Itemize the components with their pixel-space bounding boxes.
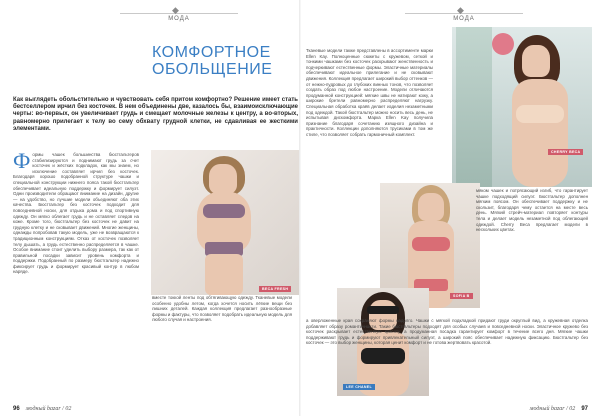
text-column-2: вместе токкой ленты под обтягивающую одежду. Тканевые модели особенно удобны летом, когда хочется носить лёгкие вещи без лишних деталей. Каждая коллекция предлагает разнообразные формы и фактуры, что позволяет подобрать идеальную модель для любого случая и настроения. <box>152 295 292 323</box>
footer-right <box>530 406 588 412</box>
text-column-3: Тканевые модели также представлены в ассортименте марки Ellen Kay. Полноценные сюжеты с кружевом, сеткой и тонкими чашками без косточек раскрывают женственность и подчеркивают естественные формы. Эластичные материалы обеспечивают идеальное прилегание и не сковывают движения. Коллекция предлагает широкий выбор оттенков — от нежно-пудровых до глубоких винных тонов, что позволяет создать образ под любое настроение. Модели отличаются продуманной конструкцией: мягкие швы не натирают кожу, а широкие бретели равномерно распределяют нагрузку. Специальная обработка краёв делает изделия незаметными под одеждой. Такой бюстгальтер можно носить весь день, не испытывая дискомфорта. Марка Ellen Kay получила признание благодаря сочетанию изящного дизайна и практичности. Коллекции дополняются трусиками в том же стиле, что позволяет собрать гармоничный комплект. <box>306 48 433 137</box>
backdrop-plant <box>456 27 492 187</box>
title-line-2: ОБОЛЬЩЕНИЕ <box>152 61 273 78</box>
title-line-1: КОМФОРТНОЕ <box>152 44 271 61</box>
flower-shape <box>492 33 514 55</box>
face-shape <box>418 193 444 221</box>
photo-tag: CHERRY BECA <box>548 149 583 155</box>
footer-left <box>13 406 71 412</box>
photo-model-1 <box>151 150 299 295</box>
rubric-line <box>405 13 523 14</box>
column-text: ормы чашек большинства бюстгальтеров стабилизируются и поднимают грудь за счет косточек и жёстких подкладок, как мы знаем, но исключение составляет ирчил без косточек. Благодаря хорошо подобранной структуре чашки и специальной конструкции нижнего пояса такой бюстгальтер обеспечивает идеальную поддержку и формирует силуэт. Одни производители обращают внимание на дизайн, другие — на удобство, но лучшие модели объединяют оба этих качества. Бюстгальтер без косточек подходит для повседневной носки, для отдыха дома и под спортивную одежду. Он мягко облегает грудь и не оставляет следов на коже. Кроме того, бюстгальтер без косточек не давит на грудную клетку и не сковывает движений. Многие женщины, однажды попробовав такую модель, уже не возвращаются к традиционным конструкциям. Отказ от косточек позволяет телу дышать, а грудь естественно распределяется в чашке. Особое внимание стоит уделить выбору размера, так как от правильной посадки зависит уровень комфорта и поддержки. Подобранный по размеру бюстгальтер надежно фиксирует грудь и формирует красивый контур в любом наряде. <box>13 152 139 275</box>
rubric-label: МОДА <box>120 16 238 22</box>
page-number-right: 97 <box>581 406 588 412</box>
bra-shape <box>412 237 450 251</box>
rubric-right <box>405 3 523 25</box>
bra-shape <box>516 105 564 123</box>
article-title <box>152 44 302 78</box>
rubric-left <box>120 3 238 25</box>
bra-shape <box>203 204 245 218</box>
dropcap: Ф <box>13 152 31 173</box>
legs-shape <box>205 254 243 295</box>
torso-shape <box>512 79 568 187</box>
page-number-left: 96 <box>13 406 20 412</box>
rubric-line <box>120 13 238 14</box>
diamond-icon: ◆ <box>457 5 464 15</box>
article-lead: Как выглядеть обольстительно и чувствовать себя притом комфортно? Решение имеет стать бестселлером ирчил без косточек. В нем объединены две, казалось бы, взаимоисключающие черты: во-первых, он увеличивает грудь и смещает молочные железы к центру, а во-вторых, равномерно прилегает к телу во сему обхвату грудной клетки, не сдавливая ее жесткими элементами. <box>13 97 298 132</box>
photo-tag: SOFIA B <box>450 293 473 299</box>
photo-tag: LEE CHANEL <box>343 384 375 390</box>
photo-tag: BECA FRESH <box>259 286 291 292</box>
mask-shape <box>367 306 399 314</box>
face-shape <box>209 164 237 194</box>
diamond-icon: ◆ <box>172 5 179 15</box>
rubric-label: МОДА <box>405 16 523 22</box>
footer-magazine-left: модный bazar / 02 <box>25 406 72 412</box>
photo-model-2 <box>452 27 592 187</box>
text-column-5: а оверложенные края сохраняют формы надолго. Чашки с мягкой подкладкой придают груди округлый вид, а кружевная отделка добавляет образу романтичности. Такие бюстгальтеры подходят для особых случаев и повседневной носки. Эластичное кружево без косточек раскрывает естественную красоту, а продуманная посадка гарантирует комфорт в течение всего дня. Мягкие чашки поддерживают грудь и формируют привлекательный силуэт, а широкий пояс обеспечивает надежную фиксацию. Бюстгальтер без косточек — это выбор женщины, которая ценит комфорт и не готова жертвовать красотой. <box>306 318 588 346</box>
face-shape <box>522 45 550 77</box>
footer-magazine-right: модный bazar / 02 <box>529 406 576 412</box>
text-column-4: мяком чашек и потрясающий изгиб, что гарантирует чашке подходящий силуэт. Бюстгальтер дополнен мягким поясом. Он обеспечивает поддержку и не скользит, благодаря чему остается на месте весь день. Мягкий стрейч-материал повторяет контуры тела и делает модель незаметной под облегающей одеждой. Cherry Beca предлагает модели в нескольких цветах. <box>476 188 588 233</box>
text-column-1 <box>13 152 139 395</box>
